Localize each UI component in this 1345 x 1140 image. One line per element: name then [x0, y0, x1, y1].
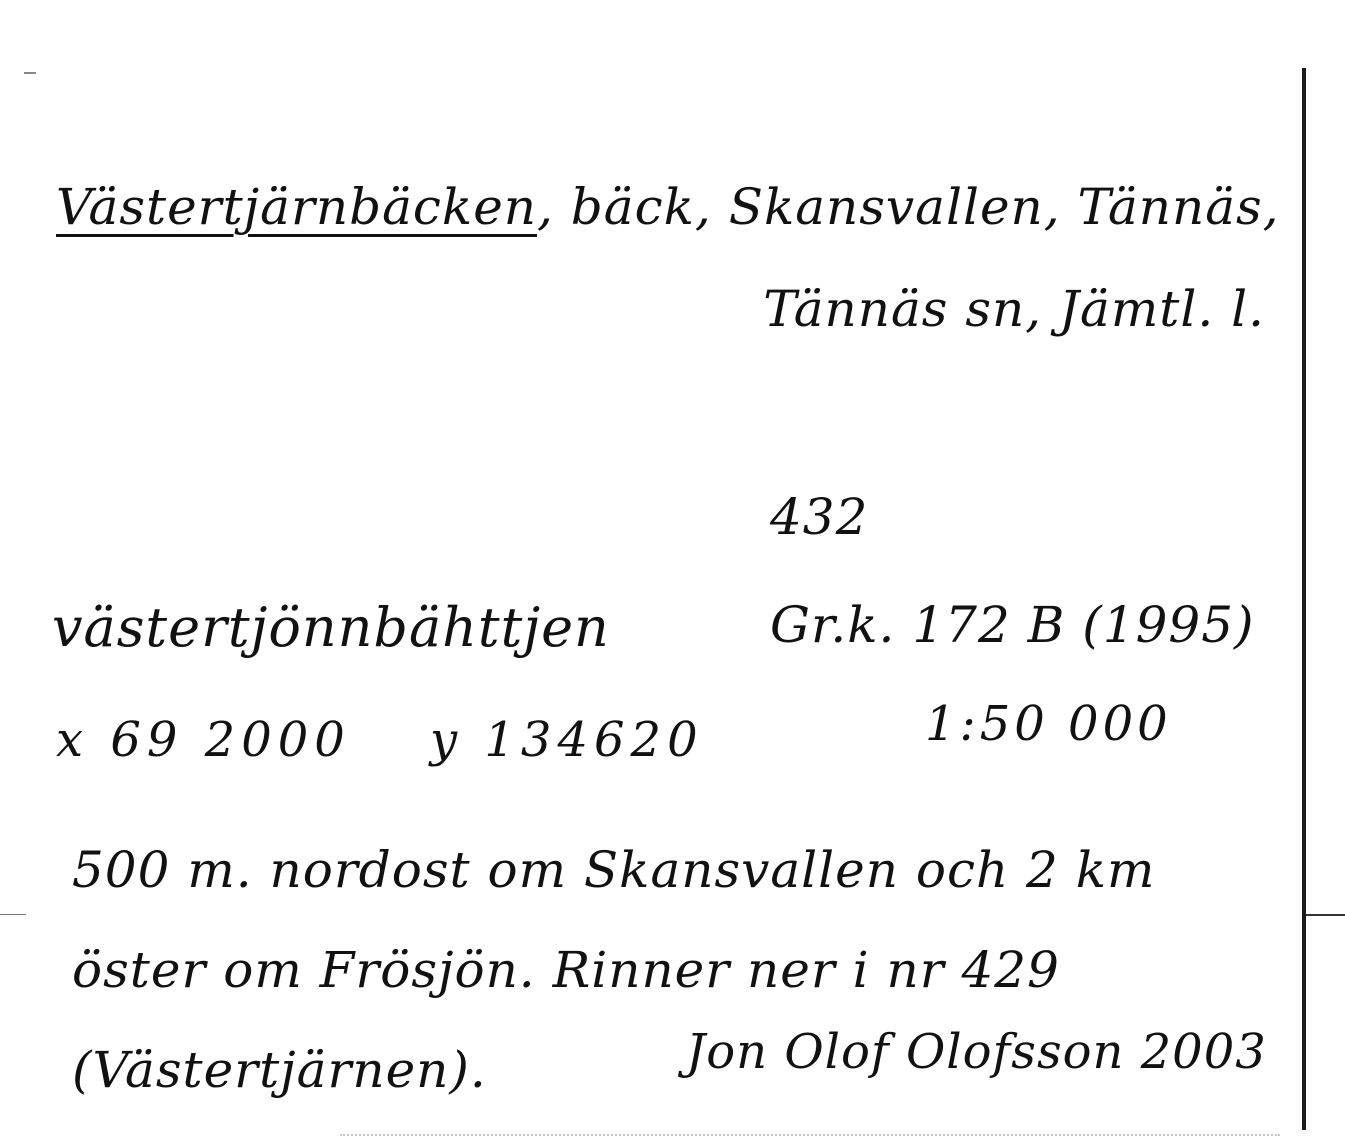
map-scale: 1:50 000 [925, 696, 1172, 752]
headword: Västertjärnbäcken [56, 178, 537, 236]
map-reference: Gr.k. 172 B (1995) [770, 596, 1255, 654]
signature: Jon Olof Olofsson 2003 [686, 1024, 1267, 1080]
card-edge-line [1302, 68, 1306, 1130]
edge-tick-mark [1306, 914, 1345, 916]
entry-number: 432 [770, 488, 869, 546]
coordinate-x: x 69 2000 [56, 712, 351, 768]
card-title-line [56, 178, 1280, 236]
coordinate-y: y 134620 [430, 712, 704, 768]
edge-tick-mark [0, 914, 26, 915]
scan-mark [24, 72, 36, 74]
saami-name: västertjönnbähttjen [52, 596, 610, 659]
bottom-edge [340, 1134, 1280, 1138]
location-description: 500 m. nordost om Skansvallen och 2 km öster om Frösjön. Rinner ner i nr 429 (Västertjärnen). [72, 841, 1156, 1099]
place-type-and-location: , bäck, Skansvallen, Tännäs, [537, 178, 1280, 236]
parish-county: Tännäs sn, Jämtl. l. [763, 280, 1265, 338]
